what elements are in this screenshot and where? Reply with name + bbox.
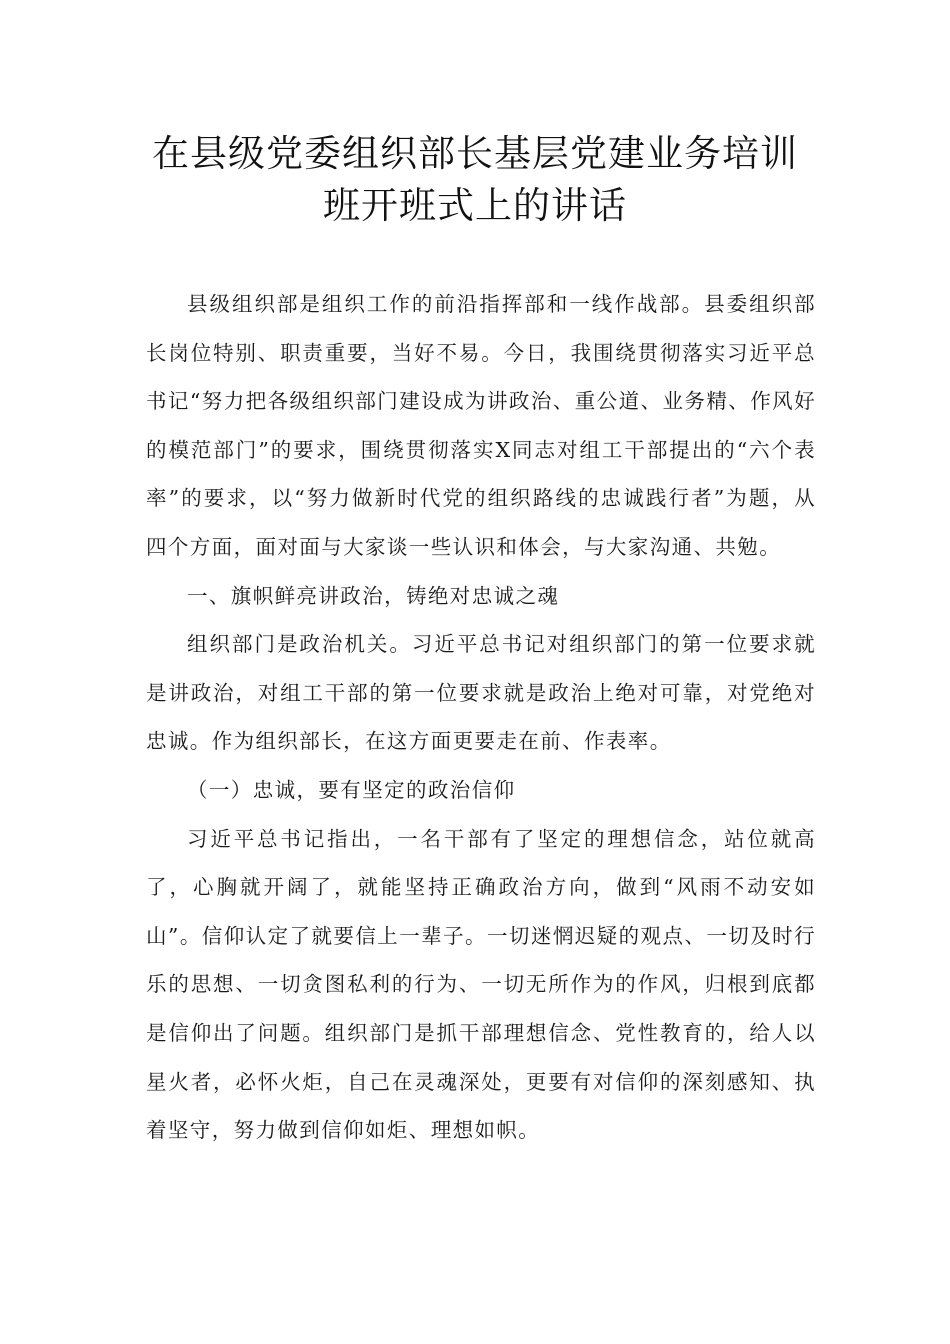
document-body [146,280,816,1155]
subsection-heading-1: （一）忠诚，要有坚定的政治信仰 [187,777,516,802]
title-line-1: 在县级党委组织部长基层党建业务培训 [152,132,798,175]
paragraph-section-1: 组织部门是政治机关。习近平总书记对组织部门的第一位要求就是讲政治，对组工干部的第一位要求就是政治上绝对可靠，对党绝对忠诚。作为组织部长，在这方面更要走在前、作表率。 [146,632,816,754]
paragraph-subsection-1: 习近平总书记指出，一名干部有了坚定的理想信念，站位就高了，心胸就开阔了，就能坚持正确政治方向，做到“风雨不动安如山”。信仰认定了就要信上一辈子。一切迷惘迟疑的观点、一切及时行乐的思想、一切贪图私利的行为、一切无所作为的作风，归根到底都是信仰出了问题。组织部门是抓干部理想信念、党性教育的，给人以星火者，必怀火炬，自己在灵魂深处，更要有对信仰的深刻感知、执着坚守，努力做到信仰如炬、理想如帜。 [146,826,816,1143]
document-title [100,128,850,232]
paragraph-intro: 县级组织部是组织工作的前沿指挥部和一线作战部。县委组织部长岗位特别、职责重要，当好不易。今日，我围绕贯彻落实习近平总书记“努力把各级组织部门建设成为讲政治、重公道、业务精、作风好的模范部门”的要求，围绕贯彻落实X同志对组工干部提出的“六个表率”的要求，以“努力做新时代党的组织路线的忠诚践行者”为题，从四个方面，面对面与大家谈一些认识和体会，与大家沟通、共勉。 [146,292,816,559]
title-line-2: 班开班式上的讲话 [323,184,627,227]
section-heading-1: 一、旗帜鲜亮讲政治，铸绝对忠诚之魂 [187,583,560,608]
